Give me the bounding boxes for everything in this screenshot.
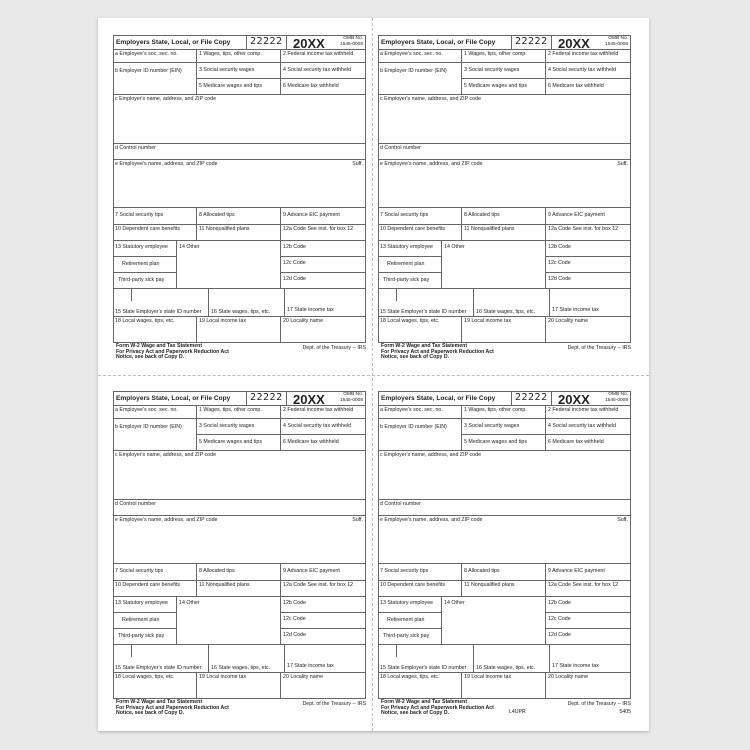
form-footer xyxy=(381,700,494,717)
sheet-code: L4UPR xyxy=(509,709,526,715)
box-e-label: e Employee's name, address, and ZIP code xyxy=(380,517,483,523)
box-d[interactable]: d Control number xyxy=(378,144,631,160)
box-14[interactable]: 14 Other xyxy=(177,241,281,289)
box-d[interactable]: d Control number xyxy=(113,500,366,516)
form-title: Employers State, Local, or File Copy xyxy=(113,391,247,406)
form-footer xyxy=(381,344,494,361)
box-3[interactable]: 3 Social security wages xyxy=(197,419,281,435)
box-14[interactable]: 14 Other xyxy=(442,597,546,645)
box-16-label: 16 State wages, tips, etc. xyxy=(211,665,271,671)
box-8[interactable]: 8 Allocated tips xyxy=(197,564,281,581)
box-13-retirement[interactable]: Retirement plan xyxy=(378,257,442,273)
box-c[interactable]: c Employer's name, address, and ZIP code xyxy=(378,451,631,500)
tax-year: 20XX xyxy=(293,36,325,50)
omb-number: 1545-0008 xyxy=(340,41,363,47)
w2-form-copy xyxy=(113,391,366,731)
box-15-divider xyxy=(131,645,132,657)
footer-form-name: Form W-2 Wage and Tax Statement xyxy=(381,343,468,349)
box-16[interactable] xyxy=(209,645,285,673)
box-18[interactable]: 18 Local wages, tips, etc. xyxy=(113,317,197,343)
box-18[interactable]: 18 Local wages, tips, etc. xyxy=(378,673,462,699)
box-e-label: e Employee's name, address, and ZIP code xyxy=(115,161,218,167)
sheet-number: 5405 xyxy=(619,709,631,715)
box-15[interactable] xyxy=(113,645,209,673)
year-box xyxy=(287,391,366,406)
box-17-label: 17 State income tax xyxy=(287,307,334,313)
omb-label: OMB No. xyxy=(608,36,628,41)
omb-number: 1545-0008 xyxy=(605,41,628,47)
box-13-sick-pay[interactable]: Third-party sick pay xyxy=(113,629,177,645)
box-3[interactable]: 3 Social security wages xyxy=(462,63,546,79)
box-e[interactable] xyxy=(378,516,631,564)
box-9[interactable]: 9 Advance EIC payment xyxy=(281,208,366,225)
omb-number: 1545-0008 xyxy=(340,397,363,403)
box-e[interactable] xyxy=(378,160,631,208)
box-13-statutory[interactable]: 13 Statutory employee xyxy=(378,241,442,257)
box-16[interactable] xyxy=(209,289,285,317)
box-19[interactable]: 19 Local income tax xyxy=(462,673,546,699)
box-16-label: 16 State wages, tips, etc. xyxy=(476,665,536,671)
box-13-sick-pay[interactable]: Third-party sick pay xyxy=(378,629,442,645)
box-13-retirement[interactable]: Retirement plan xyxy=(113,257,177,273)
box-17[interactable] xyxy=(550,645,631,673)
box-2[interactable]: 2 Federal income tax withheld xyxy=(546,406,631,419)
box-16[interactable] xyxy=(474,289,550,317)
box-16[interactable] xyxy=(474,645,550,673)
omb xyxy=(605,392,628,404)
footer-notice: Notice, see back of Copy D. xyxy=(116,354,185,361)
box-5[interactable]: 5 Medicare wages and tips xyxy=(462,435,546,451)
box-11[interactable]: 11 Nonqualified plans xyxy=(197,581,281,597)
footer-privacy: For Privacy Act and Paperwork Reduction Act xyxy=(381,704,494,711)
box-8[interactable]: 8 Allocated tips xyxy=(197,208,281,225)
box-15-label: 15 State Employer's state ID number xyxy=(380,665,467,671)
box-15-divider xyxy=(131,289,132,301)
footer-notice: Notice, see back of Copy D. xyxy=(116,710,185,717)
w2-form-copy xyxy=(378,35,631,375)
omb xyxy=(340,36,363,48)
box-12b[interactable]: 12b Code xyxy=(281,597,366,613)
box-12d[interactable]: 12d Code xyxy=(281,273,366,289)
box-2[interactable]: 2 Federal income tax withheld xyxy=(281,50,366,63)
footer-notice: Notice, see back of Copy D. xyxy=(381,354,450,361)
form-title: Employers State, Local, or File Copy xyxy=(378,391,512,406)
box-e-label: e Employee's name, address, and ZIP code xyxy=(380,161,483,167)
form-title: Employers State, Local, or File Copy xyxy=(113,35,247,50)
form-footer xyxy=(116,700,229,717)
box-6[interactable]: 6 Medicare tax withheld xyxy=(281,435,366,451)
box-19[interactable]: 19 Local income tax xyxy=(197,673,281,699)
box-17-label: 17 State income tax xyxy=(552,663,599,669)
box-17-label: 17 State income tax xyxy=(552,307,599,313)
box-12c[interactable]: 12c Code xyxy=(281,613,366,629)
box-5[interactable]: 5 Medicare wages and tips xyxy=(197,435,281,451)
box-b[interactable]: b Employer ID number (EIN) xyxy=(113,63,197,95)
box-a[interactable]: a Employee's soc. sec. no. xyxy=(113,50,197,63)
box-c[interactable]: c Employer's name, address, and ZIP code xyxy=(113,95,366,144)
box-10[interactable]: 10 Dependent care benefits xyxy=(378,581,462,597)
box-12d[interactable]: 12d Code xyxy=(546,629,631,645)
w2-sheet xyxy=(98,18,649,731)
box-6[interactable]: 6 Medicare tax withheld xyxy=(546,435,631,451)
box-7[interactable]: 7 Social security tips xyxy=(378,208,462,225)
box-17-label: 17 State income tax xyxy=(287,663,334,669)
box-15[interactable] xyxy=(113,289,209,317)
box-19[interactable]: 19 Local income tax xyxy=(462,317,546,343)
omb xyxy=(340,392,363,404)
box-10[interactable]: 10 Dependent care benefits xyxy=(378,225,462,241)
box-20[interactable]: 20 Locality name xyxy=(546,673,631,699)
box-12a[interactable]: 12a Code See inst. for box 12 xyxy=(281,581,366,597)
box-1[interactable]: 1 Wages, tips, other comp. xyxy=(197,50,281,63)
footer-privacy: For Privacy Act and Paperwork Reduction Act xyxy=(116,348,229,355)
box-17[interactable] xyxy=(285,289,366,317)
box-15-label: 15 State Employer's state ID number xyxy=(115,665,202,671)
dept-treasury: Dept. of the Treasury -- IRS xyxy=(567,701,631,707)
box-3[interactable]: 3 Social security wages xyxy=(462,419,546,435)
box-20[interactable]: 20 Locality name xyxy=(281,317,366,343)
footer-notice: Notice, see back of Copy D. xyxy=(381,710,450,717)
box-9[interactable]: 9 Advance EIC payment xyxy=(546,208,631,225)
box-11[interactable]: 11 Nonqualified plans xyxy=(462,225,546,241)
box-e-label: e Employee's name, address, and ZIP code xyxy=(115,517,218,523)
box-13-sick-pay[interactable]: Third-party sick pay xyxy=(378,273,442,289)
box-13-sick-pay[interactable]: Third-party sick pay xyxy=(113,273,177,289)
box-3[interactable]: 3 Social security wages xyxy=(197,63,281,79)
omb-number: 1545-0008 xyxy=(605,397,628,403)
form-code: 22222 xyxy=(512,391,552,406)
suffix-label: Suff. xyxy=(352,517,363,523)
box-20[interactable]: 20 Locality name xyxy=(281,673,366,699)
box-9[interactable]: 9 Advance EIC payment xyxy=(281,564,366,581)
box-13-statutory[interactable]: 13 Statutory employee xyxy=(378,597,442,613)
box-13-retirement[interactable]: Retirement plan xyxy=(113,613,177,629)
box-4[interactable]: 4 Social security tax withheld xyxy=(281,63,366,79)
box-15-divider xyxy=(396,645,397,657)
box-c[interactable]: c Employer's name, address, and ZIP code xyxy=(113,451,366,500)
suffix-label: Suff. xyxy=(617,517,628,523)
box-12a[interactable]: 12a Code See inst. for box 12 xyxy=(546,581,631,597)
box-1[interactable]: 1 Wages, tips, other comp. xyxy=(462,406,546,419)
omb-label: OMB No. xyxy=(343,36,363,41)
box-18[interactable]: 18 Local wages, tips, etc. xyxy=(378,317,462,343)
box-2[interactable]: 2 Federal income tax withheld xyxy=(546,50,631,63)
box-17[interactable] xyxy=(285,645,366,673)
year-box xyxy=(287,35,366,50)
box-a[interactable]: a Employee's soc. sec. no. xyxy=(378,50,462,63)
box-12b[interactable]: 12b Code xyxy=(281,241,366,257)
footer-form-name: Form W-2 Wage and Tax Statement xyxy=(116,699,203,705)
box-15-divider xyxy=(396,289,397,301)
box-b[interactable]: b Employer ID number (EIN) xyxy=(378,419,462,451)
box-16-label: 16 State wages, tips, etc. xyxy=(476,309,536,315)
box-a[interactable]: a Employee's soc. sec. no. xyxy=(113,406,197,419)
form-code: 22222 xyxy=(247,391,287,406)
box-4[interactable]: 4 Social security tax withheld xyxy=(281,419,366,435)
box-12d[interactable]: 12d Code xyxy=(281,629,366,645)
box-17[interactable] xyxy=(550,289,631,317)
box-12a[interactable]: 12a Code See inst. for box 12 xyxy=(546,225,631,241)
tax-year: 20XX xyxy=(558,392,590,406)
box-8[interactable]: 8 Allocated tips xyxy=(462,208,546,225)
box-13-retirement[interactable]: Retirement plan xyxy=(378,613,442,629)
box-14[interactable]: 14 Other xyxy=(177,597,281,645)
box-4[interactable]: 4 Social security tax withheld xyxy=(546,419,631,435)
perforation-horizontal xyxy=(98,375,649,376)
form-code: 22222 xyxy=(512,35,552,50)
box-2[interactable]: 2 Federal income tax withheld xyxy=(281,406,366,419)
box-1[interactable]: 1 Wages, tips, other comp. xyxy=(197,406,281,419)
box-16-label: 16 State wages, tips, etc. xyxy=(211,309,271,315)
box-12c[interactable]: 12c Code xyxy=(281,257,366,273)
box-13-statutory[interactable]: 13 Statutory employee xyxy=(113,597,177,613)
box-b[interactable]: b Employer ID number (EIN) xyxy=(113,419,197,451)
omb-label: OMB No. xyxy=(608,392,628,397)
tax-year: 20XX xyxy=(558,36,590,50)
box-12b[interactable]: 12b Code xyxy=(546,597,631,613)
omb xyxy=(605,36,628,48)
box-12c[interactable]: 12c Code xyxy=(546,257,631,273)
box-15-label: 15 State Employer's state ID number xyxy=(380,309,467,315)
box-12c[interactable]: 12c Code xyxy=(546,613,631,629)
dept-treasury: Dept. of the Treasury -- IRS xyxy=(567,345,631,351)
footer-form-name: Form W-2 Wage and Tax Statement xyxy=(116,343,203,349)
box-7[interactable]: 7 Social security tips xyxy=(113,564,197,581)
box-7[interactable]: 7 Social security tips xyxy=(113,208,197,225)
box-8[interactable]: 8 Allocated tips xyxy=(462,564,546,581)
form-title: Employers State, Local, or File Copy xyxy=(378,35,512,50)
box-e[interactable] xyxy=(113,160,366,208)
box-c[interactable]: c Employer's name, address, and ZIP code xyxy=(378,95,631,144)
box-14[interactable]: 14 Other xyxy=(442,241,546,289)
box-12d[interactable]: 12d Code xyxy=(546,273,631,289)
footer-privacy: For Privacy Act and Paperwork Reduction Act xyxy=(381,348,494,355)
tax-year: 20XX xyxy=(293,392,325,406)
omb-label: OMB No. xyxy=(343,392,363,397)
box-d[interactable]: d Control number xyxy=(113,144,366,160)
box-19[interactable]: 19 Local income tax xyxy=(197,317,281,343)
suffix-label: Suff. xyxy=(617,161,628,167)
footer-form-name: Form W-2 Wage and Tax Statement xyxy=(381,699,468,705)
box-12b[interactable]: 12b Code xyxy=(546,241,631,257)
box-15[interactable] xyxy=(378,645,474,673)
box-5[interactable]: 5 Medicare wages and tips xyxy=(197,79,281,95)
box-10[interactable]: 10 Dependent care benefits xyxy=(113,225,197,241)
year-box xyxy=(552,391,631,406)
box-11[interactable]: 11 Nonqualified plans xyxy=(197,225,281,241)
box-12a[interactable]: 12a Code See inst. for box 12 xyxy=(281,225,366,241)
box-5[interactable]: 5 Medicare wages and tips xyxy=(462,79,546,95)
year-box xyxy=(552,35,631,50)
form-footer xyxy=(116,344,229,361)
footer-privacy: For Privacy Act and Paperwork Reduction Act xyxy=(116,704,229,711)
box-b[interactable]: b Employer ID number (EIN) xyxy=(378,63,462,95)
box-1[interactable]: 1 Wages, tips, other comp. xyxy=(462,50,546,63)
box-15-label: 15 State Employer's state ID number xyxy=(115,309,202,315)
box-6[interactable]: 6 Medicare tax withheld xyxy=(546,79,631,95)
box-6[interactable]: 6 Medicare tax withheld xyxy=(281,79,366,95)
box-20[interactable]: 20 Locality name xyxy=(546,317,631,343)
box-e[interactable] xyxy=(113,516,366,564)
box-10[interactable]: 10 Dependent care benefits xyxy=(113,581,197,597)
box-7[interactable]: 7 Social security tips xyxy=(378,564,462,581)
box-d[interactable]: d Control number xyxy=(378,500,631,516)
dept-treasury: Dept. of the Treasury -- IRS xyxy=(302,701,366,707)
box-13-statutory[interactable]: 13 Statutory employee xyxy=(113,241,177,257)
w2-form-copy xyxy=(378,391,631,731)
dept-treasury: Dept. of the Treasury -- IRS xyxy=(302,345,366,351)
box-4[interactable]: 4 Social security tax withheld xyxy=(546,63,631,79)
w2-form-copy xyxy=(113,35,366,375)
box-9[interactable]: 9 Advance EIC payment xyxy=(546,564,631,581)
box-a[interactable]: a Employee's soc. sec. no. xyxy=(378,406,462,419)
box-18[interactable]: 18 Local wages, tips, etc. xyxy=(113,673,197,699)
suffix-label: Suff. xyxy=(352,161,363,167)
box-15[interactable] xyxy=(378,289,474,317)
form-code: 22222 xyxy=(247,35,287,50)
box-11[interactable]: 11 Nonqualified plans xyxy=(462,581,546,597)
